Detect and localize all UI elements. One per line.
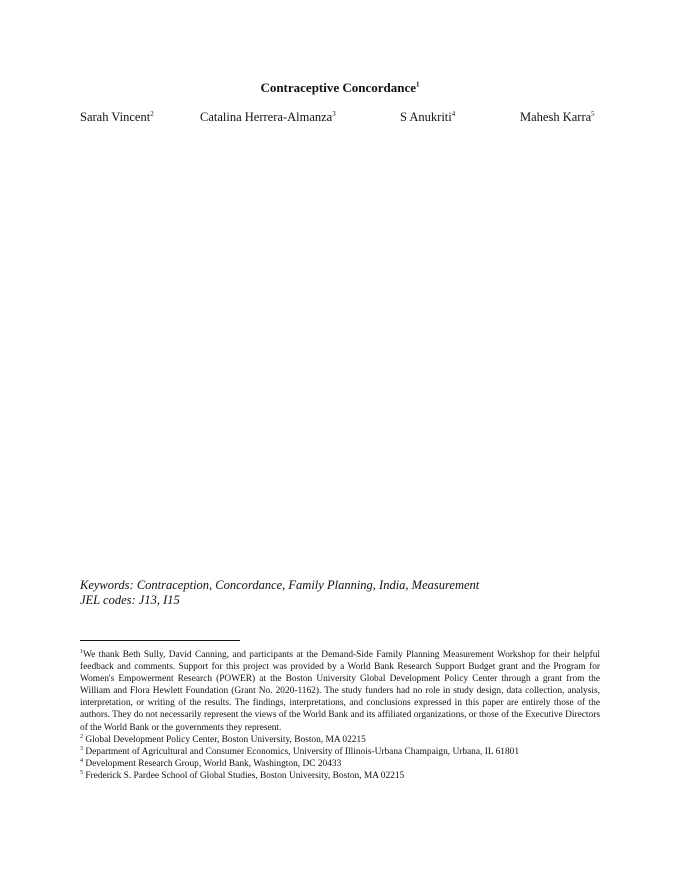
footnote-text: Global Development Policy Center, Boston University, Boston, MA 02215	[83, 734, 366, 745]
footnote-text: We thank Beth Sully, David Canning, and participants at the Demand-Side Family Planning Measurement Workshop for their helpful feedback and comments. Support for this project was provided by a World Bank Research Support Budget grant and the Program for Women's Empowerment Research (POWER) at the Boston University Global Development Policy Center through a grant from the William and Flora Hewlett Foundation (Grant No. 2020-1162). The study funders had no role in study design, data collection, analysis, interpretation, or writing of the results. The findings, interpretations, and conclusions expressed in this paper are entirely those of the authors. They do not necessarily represent the views of the World Bank and its affiliated organizations, or those of the Executive Directors of the World Bank or the governments they represent.	[80, 650, 600, 733]
footnote-mark: 4	[80, 757, 83, 764]
keywords-line: Keywords: Contraception, Concordance, Family Planning, India, Measurement	[80, 578, 480, 592]
author-footnote-mark: 5	[591, 109, 595, 118]
footnote-1	[80, 649, 600, 734]
author-s-anukriti	[400, 110, 455, 125]
footnote-5	[80, 770, 600, 782]
paper-title-text: Contraceptive Concordance	[260, 80, 417, 95]
footnote-mark: 5	[80, 769, 83, 776]
keywords-block	[80, 578, 600, 608]
footnote-2	[80, 734, 600, 746]
footnote-mark: 3	[80, 745, 83, 752]
footnote-4	[80, 758, 600, 770]
author-name: Catalina Herrera-Almanza	[200, 110, 333, 124]
author-mahesh-karra	[520, 110, 595, 125]
author-footnote-mark: 4	[451, 109, 456, 118]
author-name: Mahesh Karra	[520, 110, 592, 124]
author-sarah-vincent	[80, 110, 154, 125]
author-footnote-mark: 2	[150, 109, 154, 118]
jel-codes-line: JEL codes: J13, I15	[80, 593, 180, 607]
author-catalina-herrera-almanza	[200, 110, 336, 125]
footnote-text: Frederick S. Pardee School of Global Studies, Boston University, Boston, MA 02215	[83, 770, 405, 781]
author-footnote-mark: 3	[332, 109, 336, 118]
author-name: S Anukriti	[400, 110, 452, 124]
footnote-text: Department of Agricultural and Consumer Economics, University of Illinois-Urbana Champaign, Urbana, IL 61801	[83, 746, 520, 757]
footnote-mark: 1	[80, 648, 83, 655]
footnote-3	[80, 746, 600, 758]
footnote-text: Development Research Group, World Bank, Washington, DC 20433	[83, 758, 342, 769]
footnotes	[80, 649, 600, 782]
author-name: Sarah Vincent	[80, 110, 151, 124]
footnote-separator	[80, 640, 240, 641]
title-footnote-mark: 1	[416, 80, 420, 89]
footnote-mark: 2	[80, 733, 83, 740]
paper-title	[0, 80, 680, 96]
